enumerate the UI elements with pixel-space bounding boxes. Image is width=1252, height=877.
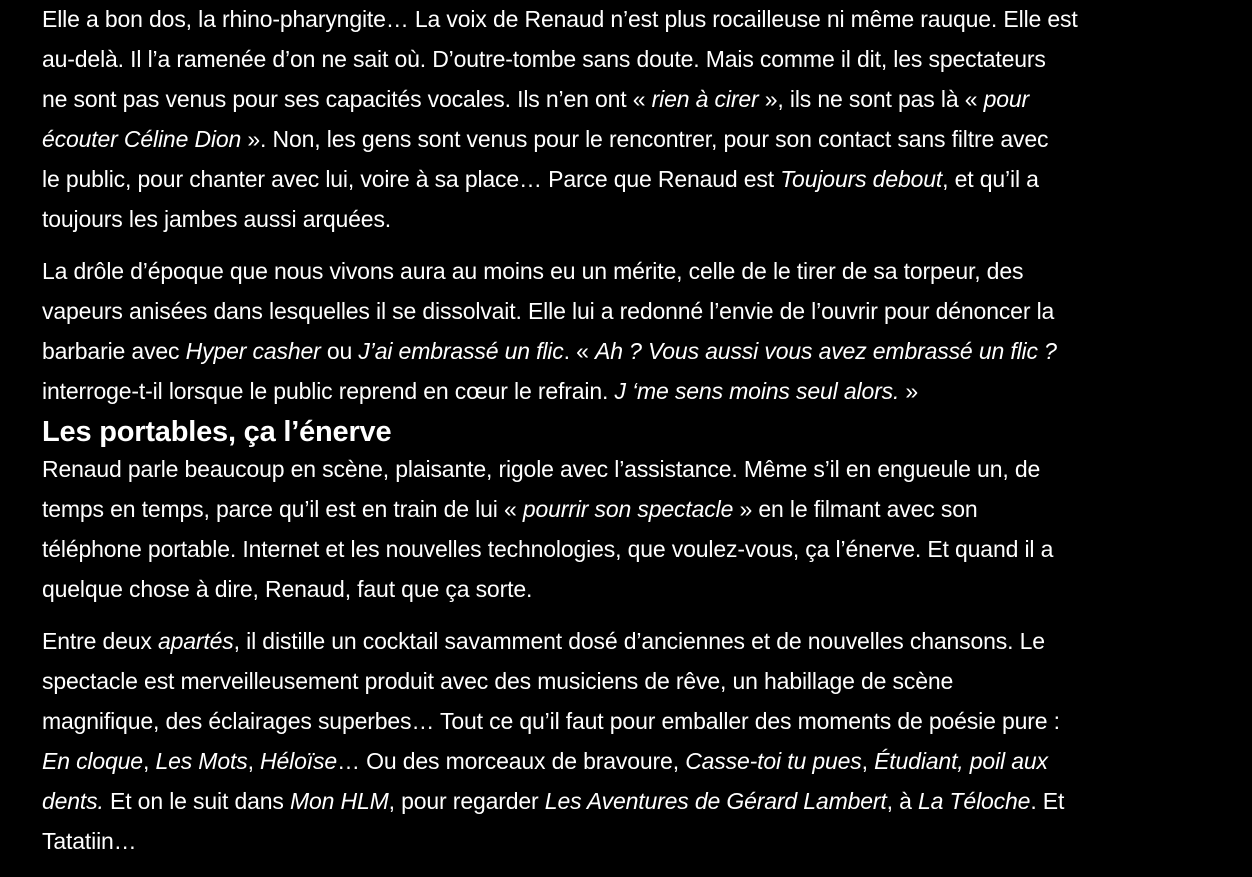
- song-title: Toujours debout: [780, 166, 943, 192]
- paragraph-entre-deux-apartes: [42, 621, 1064, 861]
- song-title: Mon HLM: [290, 788, 389, 814]
- text-span: , pour regarder: [388, 788, 545, 814]
- song-title: Étudiant, poil aux: [874, 748, 1048, 774]
- text-line: [42, 371, 1057, 411]
- text-span: interroge-t-il lorsque le public reprend en cœur le refrain.: [42, 378, 615, 404]
- text-line: [42, 621, 1064, 661]
- text-span: ,: [247, 748, 261, 774]
- song-title: Héloïse: [260, 748, 337, 774]
- italic-word: apartés: [157, 628, 234, 654]
- text-span: Entre deux: [42, 628, 158, 654]
- text-line: [42, 741, 1064, 781]
- text-line: au-delà. Il l’a ramenée d’on ne sait où. D’outre-tombe sans doute. Mais comme il dit, les spectateurs: [42, 46, 1046, 72]
- text-span: , il distille un cocktail savamment dosé d’anciennes et de nouvelles chansons. Le: [233, 628, 1045, 654]
- text-line: [42, 331, 1057, 371]
- text-span: le public, pour chanter avec lui, voire à sa place… Parce que Renaud est: [42, 166, 781, 192]
- song-title: En cloque: [42, 748, 143, 774]
- paragraph-drole-d-epoque: [42, 251, 1057, 411]
- text-span: Et on le suit dans: [103, 788, 290, 814]
- text-span: , à: [886, 788, 918, 814]
- song-title: Casse-toi tu pues: [685, 748, 862, 774]
- text-line: magnifique, des éclairages superbes… Tout ce qu’il faut pour emballer des moments de poésie pure :: [42, 708, 1060, 734]
- quote-italic: J ‘me sens moins seul alors.: [614, 378, 900, 404]
- quote-italic: écouter Céline Dion: [42, 126, 242, 152]
- text-span: . «: [563, 338, 595, 364]
- text-line: [42, 489, 1053, 529]
- text-span: », ils ne sont pas là «: [758, 86, 984, 112]
- text-line: quelque chose à dire, Renaud, faut que ça sorte.: [42, 576, 533, 602]
- text-span: ne sont pas venus pour ses capacités vocales. Ils n’en ont «: [42, 86, 652, 112]
- text-line: [42, 79, 1078, 119]
- text-span: » en le filmant avec son: [733, 496, 978, 522]
- paragraph-rhino-pharyngite: [42, 0, 1078, 239]
- text-span: temps en temps, parce qu’il est en train de lui «: [42, 496, 523, 522]
- text-line: Renaud parle beaucoup en scène, plaisante, rigole avec l’assistance. Même s’il en engueule un, de: [42, 456, 1041, 482]
- text-span: ». Non, les gens sont venus pour le rencontrer, pour son contact sans filtre avec: [241, 126, 1049, 152]
- text-line: Tatatiin…: [42, 828, 137, 854]
- section-heading: Les portables, ça l’énerve: [42, 416, 392, 448]
- text-line: téléphone portable. Internet et les nouvelles technologies, que voulez-vous, ça l’énerve. Et quand il a: [42, 536, 1054, 562]
- text-span: »: [899, 378, 919, 404]
- song-title: Les Mots: [155, 748, 248, 774]
- text-span: ou: [320, 338, 359, 364]
- quote-italic: pour: [983, 86, 1030, 112]
- text-line: spectacle est merveilleusement produit avec des musiciens de rêve, un habillage de scène: [42, 668, 954, 694]
- song-title: Les Aventures de Gérard Lambert: [544, 788, 887, 814]
- song-title: Hyper casher: [185, 338, 321, 364]
- quote-italic: Ah ? Vous aussi vous avez embrassé un flic ?: [595, 338, 1057, 364]
- text-span: ,: [142, 748, 156, 774]
- text-line: [42, 119, 1078, 159]
- text-span: , et qu’il a: [942, 166, 1039, 192]
- text-line: Elle a bon dos, la rhino-pharyngite… La voix de Renaud n’est plus rocailleuse ni même rauque. Elle est: [42, 6, 1078, 32]
- quote-italic: pourrir son spectacle: [522, 496, 734, 522]
- quote-italic: rien à cirer: [651, 86, 759, 112]
- paragraph-renaud-parle: [42, 449, 1053, 609]
- song-title: J’ai embrassé un flic: [358, 338, 564, 364]
- text-line: La drôle d’époque que nous vivons aura au moins eu un mérite, celle de le tirer de sa torpeur, des: [42, 258, 1024, 284]
- song-title: La Téloche: [918, 788, 1031, 814]
- text-span: ,: [861, 748, 875, 774]
- song-title: dents.: [42, 788, 104, 814]
- text-line: toujours les jambes aussi arquées.: [42, 206, 392, 232]
- text-span: … Ou des morceaux de bravoure,: [336, 748, 686, 774]
- text-line: [42, 781, 1064, 821]
- text-line: [42, 159, 1078, 199]
- text-line: vapeurs anisées dans lesquelles il se dissolvait. Elle lui a redonné l’envie de l’ouvrir pour dénoncer la: [42, 298, 1055, 324]
- text-span: barbarie avec: [42, 338, 186, 364]
- text-span: . Et: [1030, 788, 1065, 814]
